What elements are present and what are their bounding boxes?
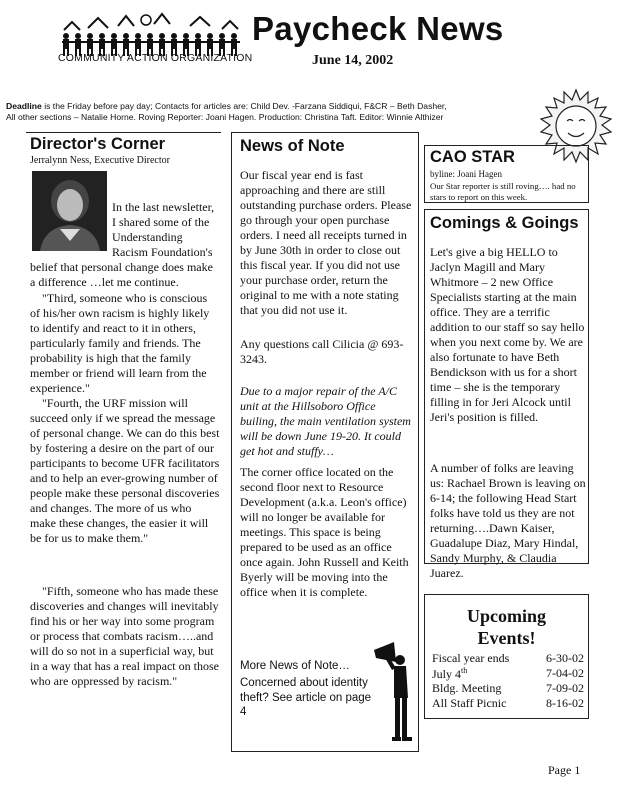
directors-corner-byline: Jerralynn Ness, Executive Director [30,155,170,166]
comings-goings-p2: A number of folks are leaving us: Rachael Brown is leaving on 6-14; the following Head Start folks have told us they are not returning….Dawn Kaiser, Guadalupe Diaz, Mary Hindal, Sandy Murphy, & Claudia Juarez. [430,461,586,580]
news-of-note-p3: Due to a major repair of the A/C unit at the Hillsoboro Office builing, the main ventilation system will be down June 19-20. It could get hot and stuffy… [240,384,411,458]
event-row [432,681,584,696]
page-number: Page 1 [548,763,581,777]
deadline-label: Deadline [6,101,42,111]
directors-corner-p1-wrap [30,200,220,290]
news-of-note-p1: Our fiscal year end is fast approaching and there are still outstanding purchase orders. Please go through your open purchase orders. I need all receipts turned in by June 30th in order to close out this fiscal year. If you did not use your purchase order, return the original to me with a note stating that you did not use it. [240,168,412,317]
event-name: All Staff Picnic [432,696,507,710]
news-of-note-heading: News of Note [240,137,345,155]
cao-star-byline: byline: Joani Hagen [430,169,502,179]
newsletter-title: Paycheck News [252,10,504,47]
cao-star-heading: CAO STAR [430,148,515,166]
event-date: 6-30-02 [546,651,584,665]
photo-float-spacer [30,200,112,252]
comings-goings-p1: Let's give a big HELLO to Jaclyn Magill and Mary Whitmore – 2 new Office Specialists starting at the main office. They are a terrific addition to our staff so say hello when you next come by. We are also fortunate to have Beth Bendickson with us for a short time – she is the temporary filling in for Jeri Alcock until Jeri's position is filled. [430,245,585,424]
directors-corner-p3: "Fourth, the URF mission will succeed only if we spread the message of personal change. We can do this best by fostering a desire on the part of our participants to become UFR facilitators and to help an ever-growing number of people make these personal discoveries and changes. The more of us who make these changes, the easier it will be for us to make them." [30,396,220,545]
directors-corner-p2: "Third, someone who is conscious of his/her own racism is highly likely to identify and react to it in others, particularly family and friends. The probability is high that the family member or friend will learn from the experience." [30,291,210,395]
issue-date: June 14, 2002 [312,53,394,68]
comings-goings-heading: Comings & Goings [430,214,579,232]
info-line-1: is the Friday before pay day; Contacts for articles are: Child Dev. -Farzana Siddiqui, F&CR – Beth Dasher, [41,101,447,111]
info-line-2: All other sections – Natalie Horne. Roving Reporter: Joani Hagen. Production: Christina Taft. Editor: Winnie Althizer [6,112,444,122]
event-name [432,666,467,682]
event-row [432,696,584,711]
upcoming-events-heading-line2: Events! [477,628,536,648]
contact-info-bar [6,101,616,123]
event-name: Fiscal year ends [432,651,510,665]
news-of-note-p2: Any questions call Cilicia @ 693-3243. [240,337,404,366]
event-name-sup: th [461,666,468,675]
upcoming-events-heading [424,605,589,649]
more-news-text: Concerned about identity theft? See article on page 4 [240,677,372,718]
event-date: 7-04-02 [546,666,584,680]
upcoming-events-heading-line1: Upcoming [466,606,546,626]
megaphone-person-icon [372,640,418,745]
directors-corner-heading: Director's Corner [30,135,166,153]
event-row [432,666,584,682]
event-date: 7-09-02 [546,681,584,695]
cao-star-note: Our Star reporter is still roving…. had no stars to report on this week. [430,181,576,202]
event-date: 8-16-02 [546,696,584,710]
organization-name: COMMUNITY ACTION ORGANIZATION [58,52,253,64]
news-of-note-p4: The corner office located on the second floor next to Resource Development (a.k.a. Leon's office) will no longer be available for meetings. This space is being prepared to be used as an office once again. John Russell and Keith Byerly will be moving into the office when it is complete. [240,465,409,599]
event-name-text: July 4 [432,667,462,681]
event-row [432,651,584,666]
directors-corner-p4: "Fifth, someone who has made these discoveries and changes will inevitably find his or her way into some program or process that combats racism…..and will do so not in a superficial way, but in a way that has a real impact on those who are oppressed by racism." [30,584,219,688]
directors-corner-p1: In the last newsletter, I shared some of the Understanding Racism Foundation's belief that personal change does make a difference …let me continue. [30,200,215,289]
event-name: Bldg. Meeting [432,681,502,695]
more-news-heading: More News of Note… [240,660,350,672]
